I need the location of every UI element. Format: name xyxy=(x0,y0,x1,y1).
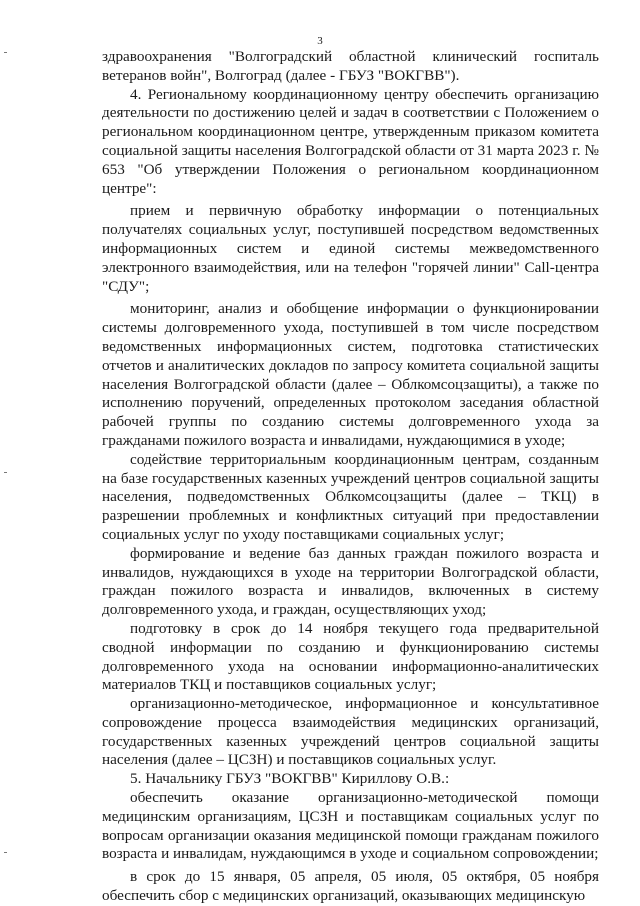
paragraph-assistance: содействие территориальным координационным центрам, созданным на базе государственных казенных учреждений центров социальной защиты населения, подведомственных Облкомсоцзащиты (далее – ТКЦ) в разрешении проблемных и конфликтных ситуаций при предоставлении социальных услуг по уходу поставщиками социальных услуг; xyxy=(102,450,599,543)
scan-edge-mark xyxy=(4,52,7,53)
page-number: 3 xyxy=(317,35,323,47)
document-body xyxy=(102,48,599,906)
paragraph-monitoring: мониторинг, анализ и обобщение информации о функционировании системы долговременного ухода, поступившей в том числе посредством ведомственных информационных систем, подготовка статистических отчетов и аналитических докладов по запросу комитета социальной защиты населения Волгоградской области (далее – Облкомсоцзащиты), а также по исполнению поручений, определенных протоколом заседания областной рабочей группы по созданию системы долговременного ухода за гражданами пожилого возраста и инвалидами, нуждающимися в уходе; xyxy=(102,300,599,449)
paragraph-support: организационно-методическое, информационное и консультативное сопровождение процесса взаимодействия медицинских организаций, государственных казенных учреждений центров социальной защиты населения (далее – ЦСЗН) и поставщиков социальных услуг. xyxy=(102,695,599,769)
paragraph-item-4: 4. Региональному координационному центру обеспечить организацию деятельности по достижению целей и задач в соответствии с Положением о региональном координационном центре, утвержденным приказом комитета социальной защиты населения Волгоградской области от 31 марта 2023 г. № 653 "Об утверждении Положения о региональном координационном центре": xyxy=(102,85,599,197)
paragraph-deadlines: в срок до 15 января, 05 апреля, 05 июля, 05 октября, 05 ноября обеспечить сбор с медицинских организаций, оказывающих медицинскую xyxy=(102,868,599,905)
paragraph-database: формирование и ведение баз данных граждан пожилого возраста и инвалидов, нуждающихся в уходе на территории Волгоградской области, граждан пожилого возраста и инвалидов, включенных в систему долговременного ухода, и граждан, осуществляющих уход; xyxy=(102,544,599,619)
paragraph-methodical-help: обеспечить оказание организационно-методической помощи медицинским организациям, ЦСЗН и поставщикам социальных услуг по вопросам организации оказания медицинской помощи гражданам пожилого возраста и инвалидам, нуждающимся в уходе и социальном сопровождении; xyxy=(102,789,599,863)
paragraph-continuation: здравоохранения "Волгоградский областной клинический госпиталь ветеранов войн", Волгоград (далее - ГБУЗ "ВОКГВВ"). xyxy=(102,48,599,84)
paragraph-item-5: 5. Начальнику ГБУЗ "ВОКГВВ" Кириллову О.В.: xyxy=(130,770,450,788)
paragraph-reception: прием и первичную обработку информации о потенциальных получателях социальных услуг, поступившей посредством ведомственных информационных систем и единой системы межведомственного электронного взаимодействия, или на телефон "горячей линии" Call-центра "СДУ"; xyxy=(102,202,599,295)
scan-edge-mark xyxy=(4,472,7,473)
paragraph-preparation: подготовку в срок до 14 ноября текущего года предварительной сводной информации по созданию и функционированию системы долговременного ухода на основании информационно-аналитических материалов ТКЦ и поставщиков социальных услуг; xyxy=(102,619,599,694)
scan-edge-mark xyxy=(4,852,7,853)
